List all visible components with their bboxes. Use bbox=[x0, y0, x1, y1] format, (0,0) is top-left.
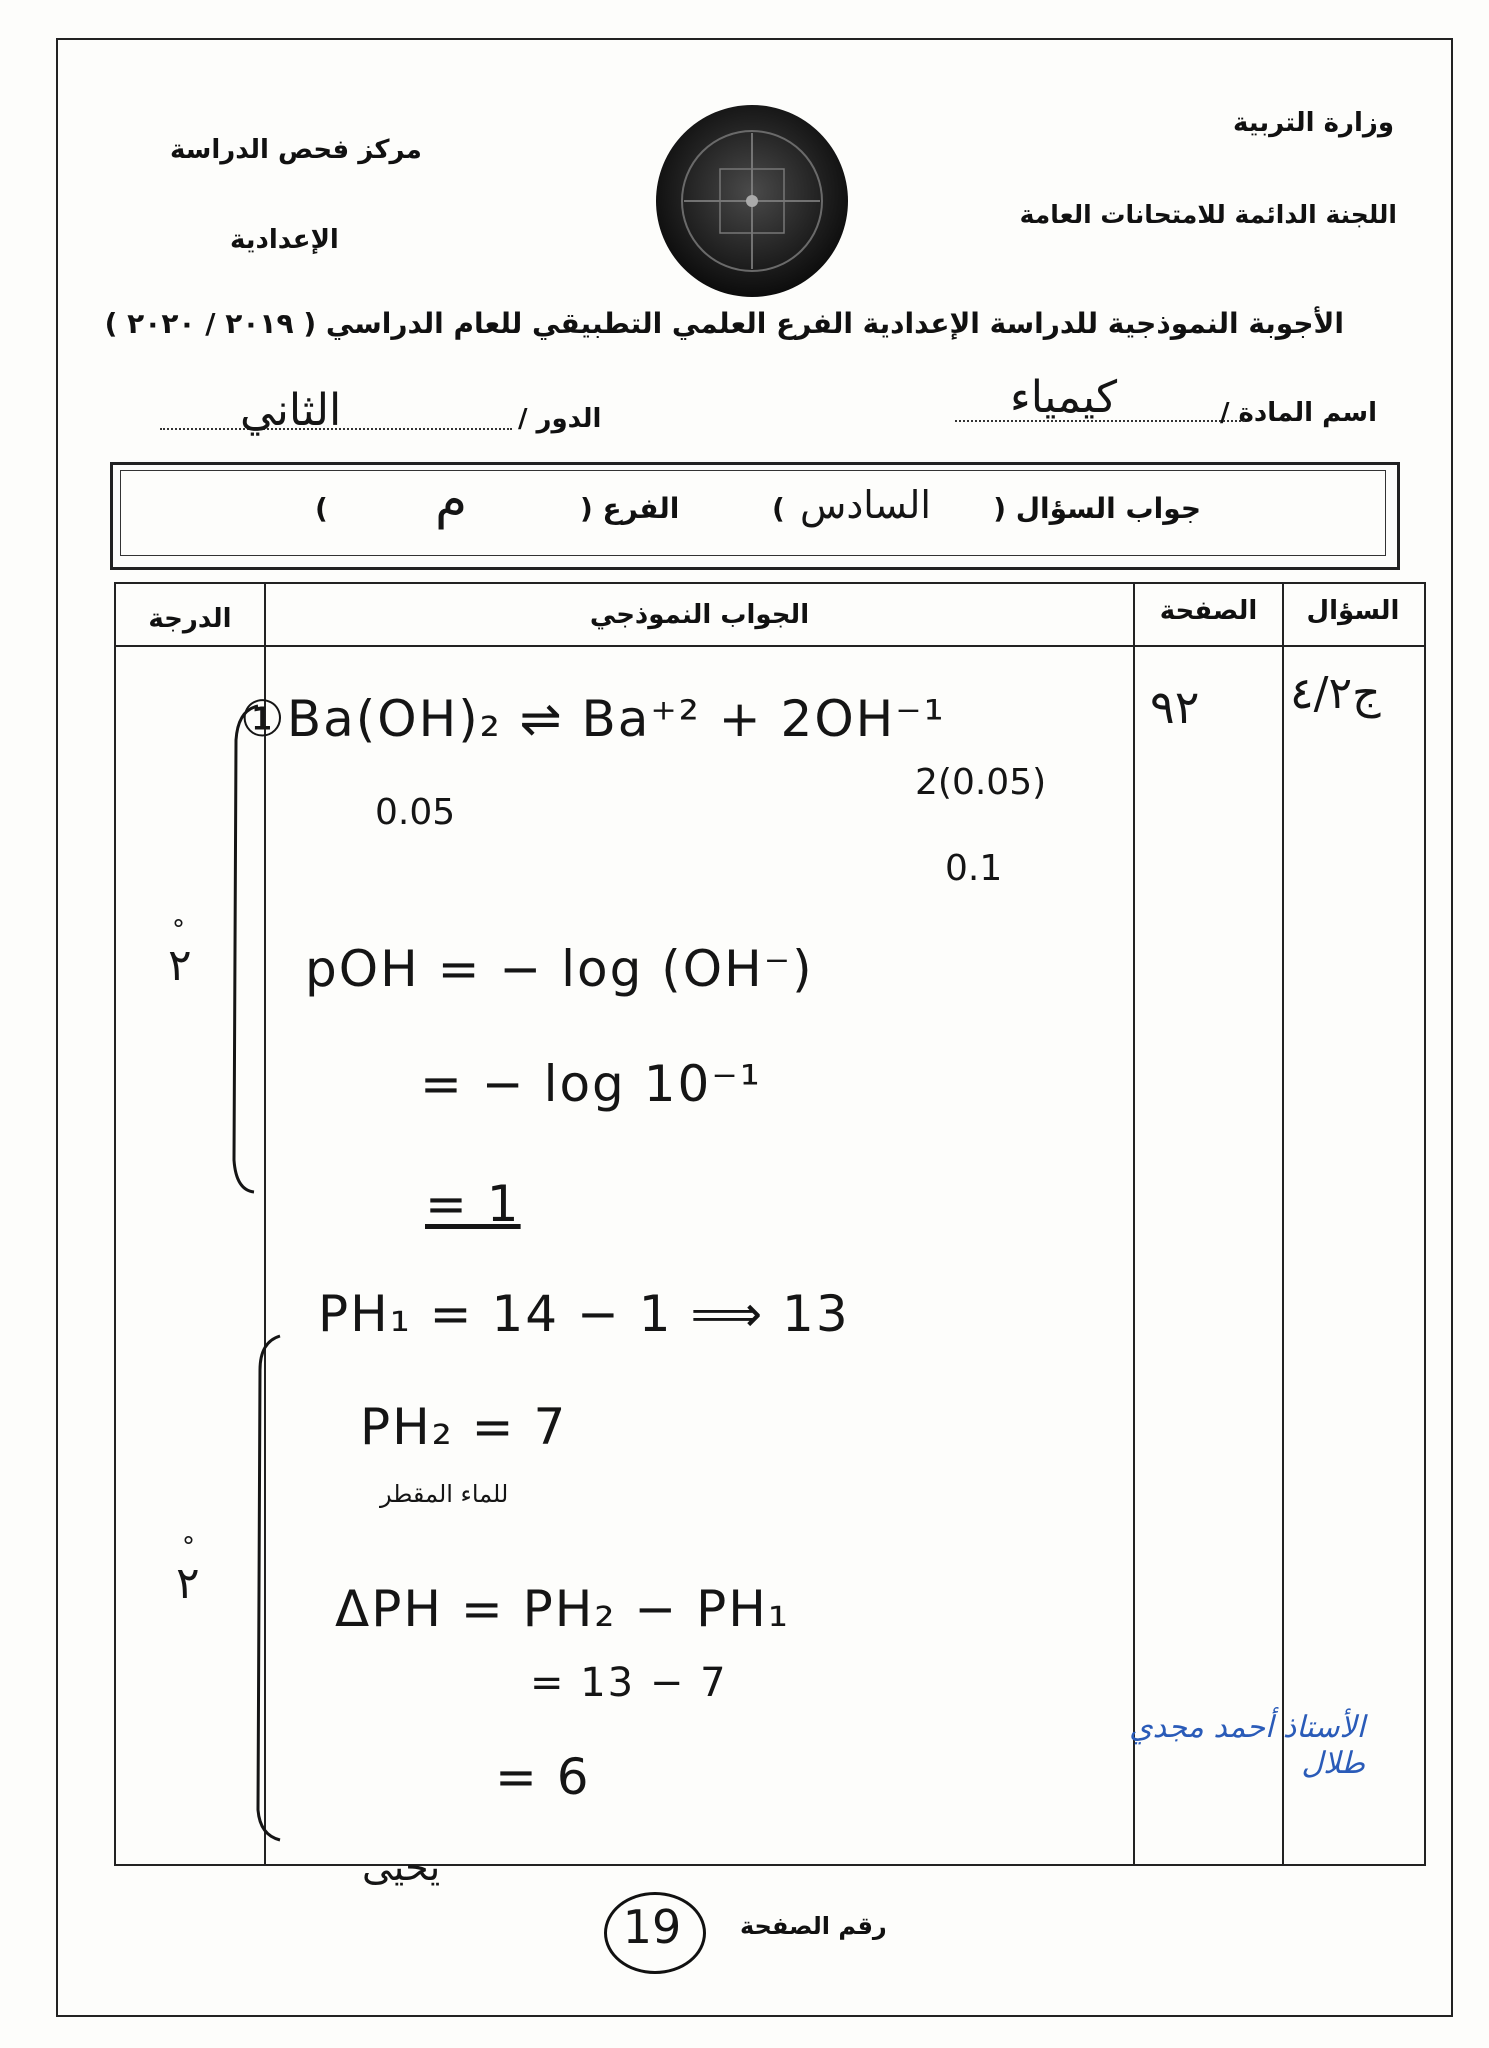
checker-initials: يحيى bbox=[362, 1845, 441, 1889]
ph2-note: للماء المقطر bbox=[380, 1480, 509, 1508]
poh-line-3: = 1 bbox=[425, 1175, 521, 1233]
dph-line-3: = 6 bbox=[495, 1748, 591, 1806]
page-column-divider bbox=[1282, 582, 1284, 1864]
grade-2: ٢ bbox=[176, 1558, 200, 1609]
round-label: الدور / bbox=[518, 404, 602, 434]
ph1-line: PH₁ = 14 − 1 ⟹ 13 bbox=[318, 1285, 850, 1343]
question-label: جواب السؤال ( bbox=[993, 492, 1201, 525]
grade-1-dot: ° bbox=[172, 915, 185, 945]
document-title: الأجوبة النموذجية للدراسة الإعدادية الفرع العلمي التطبيقي للعام الدراسي ( ٢٠١٩ / ٢٠٢٠ ) bbox=[104, 307, 1344, 340]
question-cell: ج٤/٢ bbox=[1290, 668, 1381, 719]
header-question: السؤال bbox=[1306, 596, 1400, 626]
ministry-seal bbox=[654, 103, 850, 299]
ph2-line: PH₂ = 7 bbox=[360, 1398, 568, 1456]
conc-left: 0.05 bbox=[375, 792, 456, 833]
header-answer: الجواب النموذجي bbox=[589, 600, 810, 630]
poh-line-2: = − log 10⁻¹ bbox=[420, 1055, 762, 1113]
branch-label: الفرع ( bbox=[580, 492, 680, 525]
round-value: الثاني bbox=[240, 385, 342, 436]
center-name-line1: مركز فحص الدراسة bbox=[170, 135, 422, 165]
conc-result: 0.1 bbox=[945, 848, 1003, 889]
subject-label: اسم المادة / bbox=[1219, 398, 1377, 428]
teacher-signature: الأستاذ أحمد مجدي طلال bbox=[1129, 1710, 1365, 1781]
ministry-name: وزارة التربية bbox=[1232, 108, 1394, 138]
answer-table bbox=[114, 582, 1426, 1866]
grade-2-dot: ° bbox=[182, 1532, 195, 1562]
question-value: السادس bbox=[800, 483, 931, 527]
dph-line-1: ΔPH = PH₂ − PH₁ bbox=[335, 1580, 790, 1638]
dph-line-2: = 13 − 7 bbox=[530, 1660, 728, 1706]
center-name-line2: الإعدادية bbox=[230, 225, 339, 255]
question-close-paren: ) bbox=[772, 492, 785, 525]
reaction-equation: ①Ba(OH)₂ ⇌ Ba⁺² + 2OH⁻¹ bbox=[240, 690, 946, 748]
branch-close-paren: ) bbox=[315, 492, 328, 525]
branch-value: م bbox=[435, 470, 468, 530]
conc-right: 2(0.05) bbox=[915, 762, 1047, 803]
header-grade: الدرجة bbox=[148, 604, 232, 634]
bracket-2 bbox=[250, 1330, 290, 1850]
page-number-label: رقم الصفحة bbox=[740, 1912, 887, 1940]
answer-column-divider bbox=[1133, 582, 1135, 1864]
table-header-divider bbox=[114, 645, 1424, 647]
poh-line-1: pOH = − log (OH⁻) bbox=[305, 940, 814, 998]
page-cell: ٩٢ bbox=[1150, 680, 1200, 734]
grade-1: ٢ bbox=[168, 940, 192, 991]
header-page: الصفحة bbox=[1159, 596, 1258, 626]
subject-value: كيمياء bbox=[1010, 372, 1118, 423]
committee-name: اللجنة الدائمة للامتحانات العامة bbox=[1019, 200, 1397, 229]
bracket-1 bbox=[226, 700, 266, 1200]
page-number: 19 bbox=[622, 1900, 682, 1954]
